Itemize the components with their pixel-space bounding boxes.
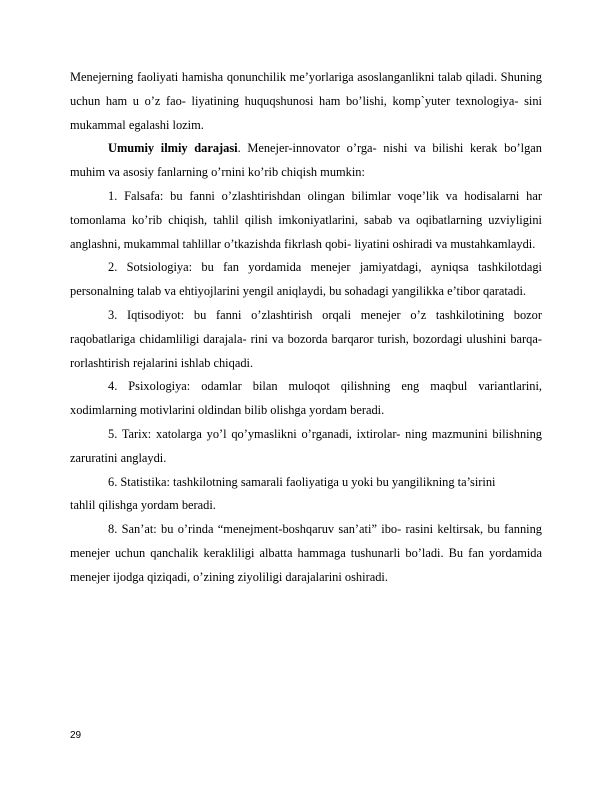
list-item-economics: 3. Iqtisodiyot: bu fanni o’zlashtirish orqali menejer o’z tashkilotining bozor raqobatlariga chidamliligi darajala- rini va bozorda barqaror turish, bozordagi ulushini barqa- rorlashtirish rejalarini ishlab chiqadi. — [70, 307, 542, 370]
list-item-psychology: 4. Psixologiya: odamlar bilan muloqot qilishning eng maqbul variantlarini, xodimlarning motivlarini oldindan bilib olishga yordam beradi. — [70, 379, 542, 418]
list-item-philosophy: 1. Falsafa: bu fanni o’zlashtirishdan olingan bilimlar voqe’lik va hodisalarni har tomonlama ko’rib chiqish, tahlil qilish imkoniyatlarini, sabab va oqibatlarning uzviyligini anglashni, mukammal tahlillar o’tkazishda fikrlash qobi- liyatini oshiradi va mustahkamlaydi. — [70, 188, 542, 251]
list-item-statistics-continued: tahlil qilishga yordam beradi. — [70, 498, 216, 513]
general-level-text: . Menejer-innovator o’rga- nishi va bilishi kerak bo’lgan muhim va asosiy fanlarning o’rnini ko’rib chiqish mumkin: — [70, 141, 542, 180]
general-level-heading: Umumiy ilmiy darajasi — [108, 141, 238, 156]
list-item-sociology: 2. Sotsiologiya: bu fan yordamida menejer jamiyatdagi, ayniqsa tashkilotdagi personalning talab va ehtiyojlarini yengil aniqlaydi, bu sohadagi yangilikka e’tibor qaratadi. — [70, 260, 542, 299]
paragraph-intro: Menejerning faoliyati hamisha qonunchilik me’yorlariga asoslanganlikni talab qiladi. Shuning uchun ham u o’z fao- liyatining huquqshunosi ham bo’lishi, komp`yuter texnologiya- sini mukammal egalashi lozim. — [70, 70, 542, 132]
page-number: 29 — [70, 730, 82, 741]
document-body — [70, 66, 542, 590]
paragraph-general-level — [70, 137, 542, 185]
list-item-art: 8. San’at: bu o’rinda “menejment-boshqaruv san’ati” ibo- rasini keltirsak, bu fanning menejer uchun qanchalik kerakliligi albatta hammaga tushunarli bo’ladi. Bu fan yordamida menejer ijodga qiziqadi, o’zining ziyoliligi darajalarini oshiradi. — [70, 522, 542, 584]
list-item-statistics: 6. Statistika: tashkilotning samarali faoliyatiga u yoki bu yangilikning ta’sirini — [108, 474, 496, 489]
list-item-history: 5. Tarix: xatolarga yo’l qo’ymaslikni o’rganadi, ixtirolar- ning mazmunini bilishning zaruratini anglaydi. — [70, 426, 542, 465]
